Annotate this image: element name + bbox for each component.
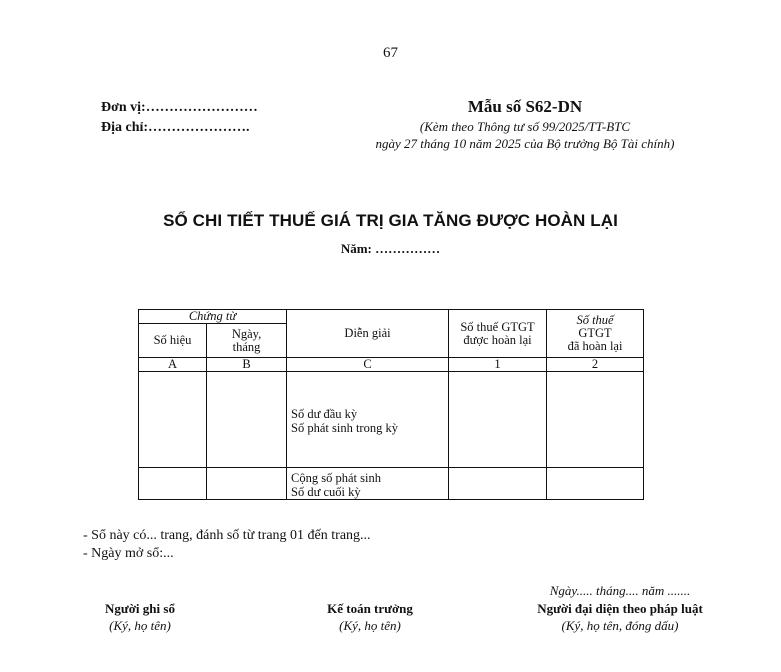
form-note-line2: ngày 27 tháng 10 năm 2025 của Bộ trưởng Bộ Tài chính) <box>375 136 675 151</box>
description-header: Diễn giải <box>287 310 449 358</box>
column-code-row <box>139 358 644 372</box>
header-row-1 <box>139 310 644 324</box>
refundable-vat-header: Số thuế GTGT được hoàn lại <box>449 310 547 358</box>
address-label: Địa chỉ:…………………. <box>101 120 250 135</box>
voucher-group-header: Chứng từ <box>139 310 287 324</box>
opening-description <box>287 372 449 468</box>
note-open-date: - Ngày mở sổ:... <box>83 546 174 561</box>
bookkeeper-signature: Người ghi sổ (Ký, họ tên) <box>105 601 175 633</box>
ledger-table <box>138 309 644 500</box>
code-2: 2 <box>547 358 644 372</box>
form-note-line1: (Kèm theo Thông tư số 99/2025/TT-BTC <box>419 119 631 134</box>
unit-label: Đơn vị:…………………… <box>101 100 258 115</box>
note-pages: - Sổ này có... trang, đánh số từ trang 01 đến trang... <box>83 528 371 543</box>
form-code: Mẫu số S62-DN <box>467 97 583 116</box>
signature-date: Ngày..... tháng.... năm ....... <box>549 583 691 598</box>
code-1: 1 <box>449 358 547 372</box>
code-a: A <box>139 358 207 372</box>
row-total-arising: Cộng số phát sinh <box>291 470 381 485</box>
row-opening-balance: Số dư đầu kỳ <box>291 406 358 421</box>
code-c: C <box>287 358 449 372</box>
document-title: SỔ CHI TIẾT THUẾ GIÁ TRỊ GIA TĂNG ĐƯỢC HOÀN LẠI <box>163 211 618 230</box>
voucher-number-header: Số hiệu <box>139 324 207 358</box>
company-info <box>101 98 258 138</box>
legal-rep-signature: Người đại diện theo pháp luật (Ký, họ tên, đóng dấu) <box>537 601 703 633</box>
code-b: B <box>207 358 287 372</box>
chief-accountant-signature: Kế toán trưởng (Ký, họ tên) <box>327 601 413 633</box>
table-row-opening <box>139 372 644 468</box>
row-arising: Số phát sinh trong kỳ <box>291 420 398 435</box>
totals-description <box>287 468 449 500</box>
voucher-date-header: Ngày, tháng <box>207 324 287 358</box>
table-row-totals <box>139 468 644 500</box>
refunded-vat-header: Số thuế GTGT đã hoàn lại <box>547 310 644 358</box>
ledger-notes <box>83 527 371 563</box>
form-reference <box>330 96 720 152</box>
page-number: 67 <box>383 45 398 61</box>
row-closing-balance: Số dư cuối kỳ <box>291 484 361 499</box>
year-label: Năm: …………… <box>340 241 441 256</box>
